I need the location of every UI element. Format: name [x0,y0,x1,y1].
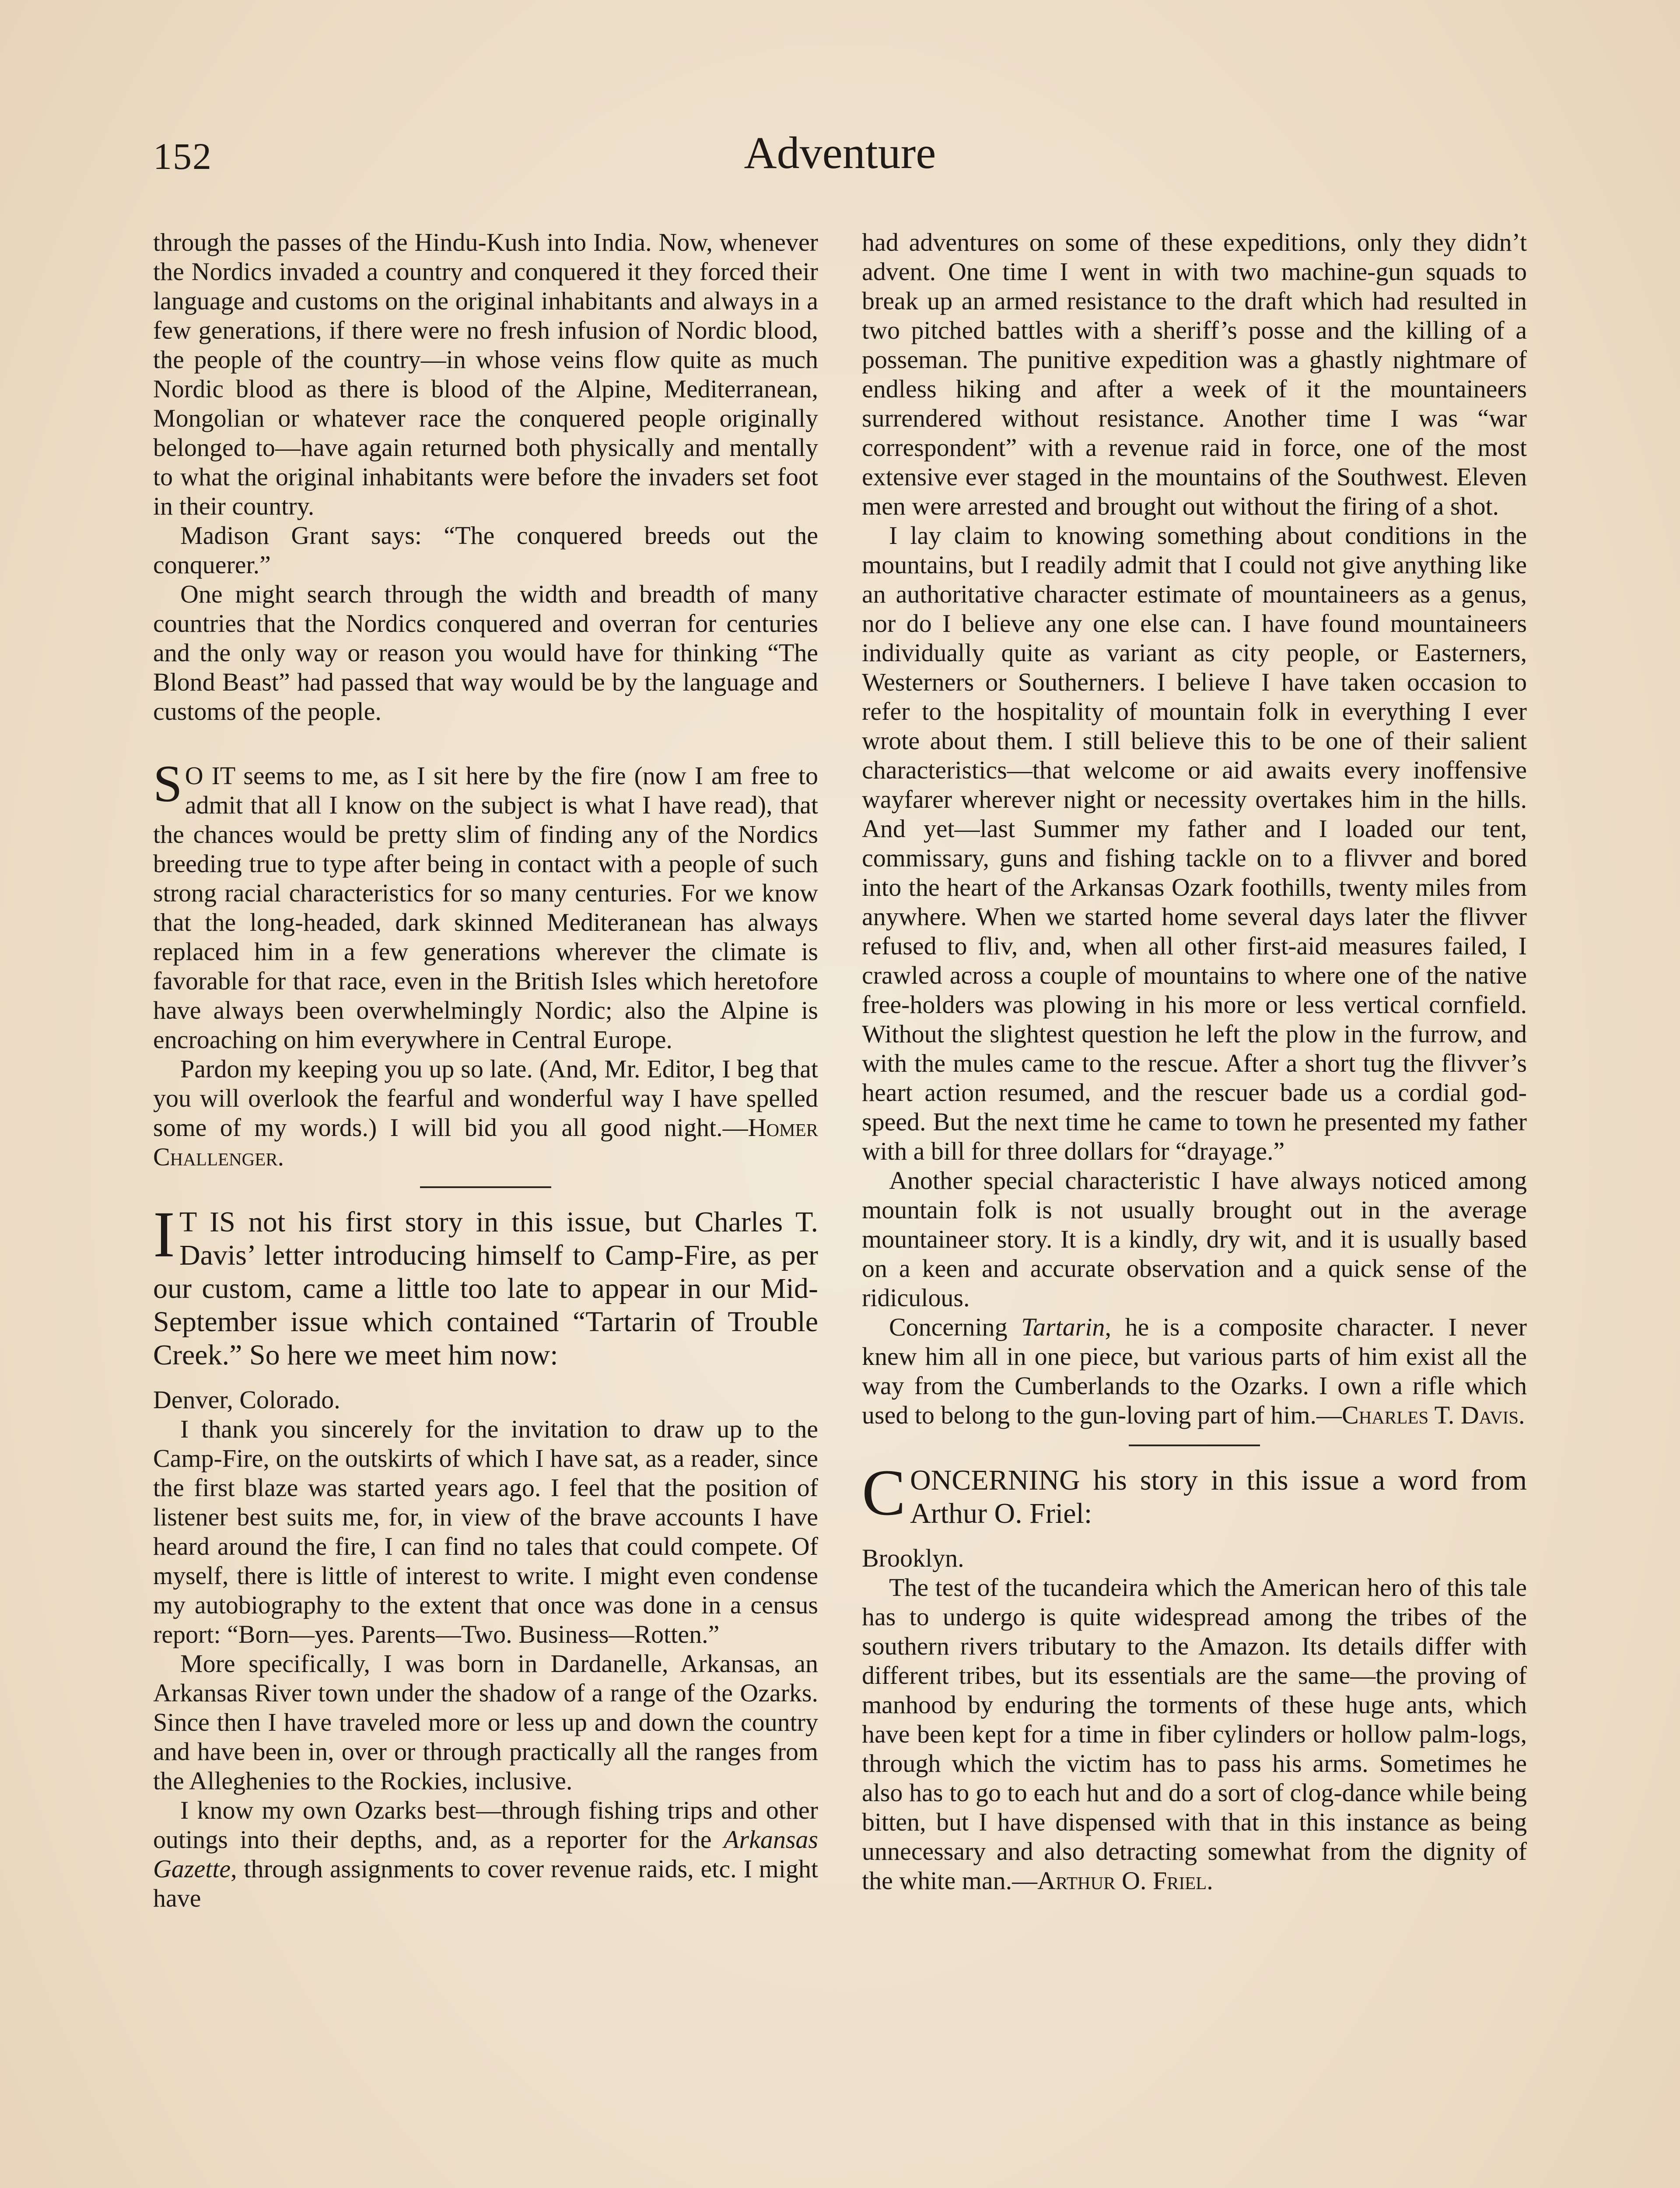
paragraph-text: ONCERNING his story in this issue a word from Arthur O. Friel: [910,1464,1527,1529]
story-title: Tartarin [1021,1313,1105,1341]
section-divider [420,1186,551,1188]
page-number: 152 [153,135,212,177]
section-intro [153,1198,818,1372]
paragraph: had adventures on some of these expeditions, only they didn’t advent. One time I went in with two machine-gun squads to break up an armed resistance to the draft which had resulted in two pitched battles with a sheriff’s posse and the killing of a posseman. The punitive expedition was a ghastly nightmare of endless hiking and after a week of it the mountaineers surrendered without resistance. Another time I was “war correspondent” with a revenue raid in force, one of the most extensive ever staged in the mountains of the Southwest. Eleven men were arrested and brought out without the firing of a shot. [862,228,1527,520]
paragraph: through the passes of the Hindu-Kush into India. Now, whenever the Nordics invaded a country and conquered it they forced their language and customs on the original inhabitants and always in a few generations, if there were no fresh infusion of Nordic blood, the people of the country—in whose veins flow quite as much Nordic blood as there is blood of the Alpine, Mediterranean, Mongolian or whatever race the conquered people originally belonged to—have again returned both physically and mentally to what the original inhabitants were before the invaders set foot in their country. [153,228,818,520]
paragraph: Madison Grant says: “The conquered breeds out the conquerer.” [153,521,818,579]
paragraph: I thank you sincerely for the invitation to draw up to the Camp-Fire, on the outskirts of which I have sat, as a reader, since the first blaze was started years ago. I feel that the position of listener best suits me, for, in view of the brave accounts I have heard around the fire, I can find no tales that could compete. Of myself, there is little of interest to write. I might even condense my autobiography to the extent that once was done in a census report: “Born—yes. Parents—Two. Business—Rotten.” [153,1415,818,1648]
drop-cap: I [153,1198,175,1271]
paragraph-text: , he is a composite character. I never knew him all in one piece, but various parts of him exist all the way from the Cumberlands to the Ozarks. I own a rifle which used to belong to the gun-loving part of him.— [862,1313,1527,1429]
drop-cap: S [153,754,182,813]
paragraph-text: O IT seems to me, as I sit here by the fire (now I am free to admit that all I know on the subject is what I have read), that the chances would be pretty slim of finding any of the Nordics breeding true to type after being in contact with a people of such strong racial characteristics for so many centuries. For we know that the long-headed, dark skinned Mediteranean has always replaced him in a few generations wherever the climate is favorable for that race, even in the British Isles which heretofore have always been overwhelmingly Nordic; also the Alpine is encroaching on him everywhere in Central Europe. [153,761,818,1054]
paragraph-text: Pardon my keeping you up so late. (And, Mr. Editor, I beg that you will overlook the fearful and wonderful way I have spelled some of my words.) I will bid you all good night.— [153,1055,818,1142]
dateline: Denver, Colorado. [153,1385,340,1414]
section-intro [862,1456,1527,1530]
paragraph: One might search through the width and breadth of many countries that the Nordics conquered and overran for centuries and the only way or reason you would have for thinking “The Blond Beast” had passed that way would be by the language and customs of the people. [153,580,818,726]
paragraph [862,1312,1527,1430]
paragraph: I lay claim to knowing something about conditions in the mountains, but I readily admit that I could not give anything like an authoritative character estimate of mountaineers as a genus, nor do I believe any one else can. I have found mountaineers individually quite as variant as city people, or Easterners, Westerners or Southerners. I believe I have taken occasion to refer to the hospitality of mountain folk in everything I ever wrote about them. I still believe this to be one of their salient characteristics—that welcome or aid awaits every inoffensive wayfarer wherever night or necessity overtakes him in the hills. And yet—last Summer my father and I loaded our tent, commissary, guns and fishing tackle on to a flivver and bored into the heart of the Arkansas Ozark foothills, twenty miles from anywhere. When we started home several days later the flivver refused to fliv, and, when all other first-aid measures failed, I crawled across a couple of mountains to where one of the native free-holders was plowing in his more or less vertical cornfield. Without the slightest question he left the plow in the furrow, and with the mules came to the rescue. After a short tug the flivver’s heart action resumed, and the rescuer bade us a cordial god-speed. But the next time he came to town he presented my father with a bill for three dollars for “drayage.” [862,521,1527,1165]
paragraph-text: I know my own Ozarks best—through fishing trips and other outings into their depths, and, as a reporter for the [153,1796,818,1854]
right-column [862,228,1527,1895]
paragraph-text: The test of the tucandeira which the American hero of this tale has to undergo is quite widespread among the tribes of the southern rivers tributary to the Amazon. Its details differ with different tribes, but its essentials are the same—the proving of manhood by enduring the torments of these huge ants, which have been kept for a time in fiber cylinders or hollow palm-logs, through which the victim has to pass his arms. Sometimes he also has to go to each hut and do a sort of clog-dance while being bitten, but I have dispensed with that in this instance as being unnecessary and also detracting somewhat from the dignity of the white man.— [862,1573,1527,1895]
running-title: Adventure [744,128,936,178]
signature: Homer Challenger. [153,1113,818,1171]
paragraph: More specifically, I was born in Dardanelle, Arkansas, an Arkansas River town under the shadow of a range of the Ozarks. Since then I have traveled more or less up and down the country and have been in, over or through practically all the ranges from the Alleghenies to the Rockies, inclusive. [153,1649,818,1795]
paragraph [153,1054,818,1171]
signature: Arthur O. Friel. [1037,1866,1213,1895]
section-divider [1129,1445,1260,1446]
paragraph-text: T IS not his first story in this issue, but Charles T. Davis’ letter introducing himself to Camp-Fire, as per our custom, came a little too late to appear in our Mid-September issue which contained “Tartarin of Trouble Creek.” So here we meet him now: [153,1206,818,1371]
drop-cap: C [862,1456,906,1529]
paragraph: Another special characteristic I have always noticed among mountain folk is not usually brought out in the average mountaineer story. It is a kindly, dry wit, and it is usually based on a keen and accurate observation and a quick sense of the ridiculous. [862,1166,1527,1312]
publication-title: Arkansas Gazette [153,1825,818,1883]
paragraph-dropcap [153,754,818,1054]
page-header [153,127,1527,188]
paragraph [862,1573,1527,1895]
paragraph [153,1795,818,1913]
left-column [153,228,818,1913]
paragraph-text: Concerning [889,1313,1022,1341]
paragraph-text: , through assignments to cover revenue raids, etc. I might have [153,1855,818,1912]
dateline: Brooklyn. [862,1544,964,1572]
signature: Charles T. Davis. [1342,1401,1525,1429]
